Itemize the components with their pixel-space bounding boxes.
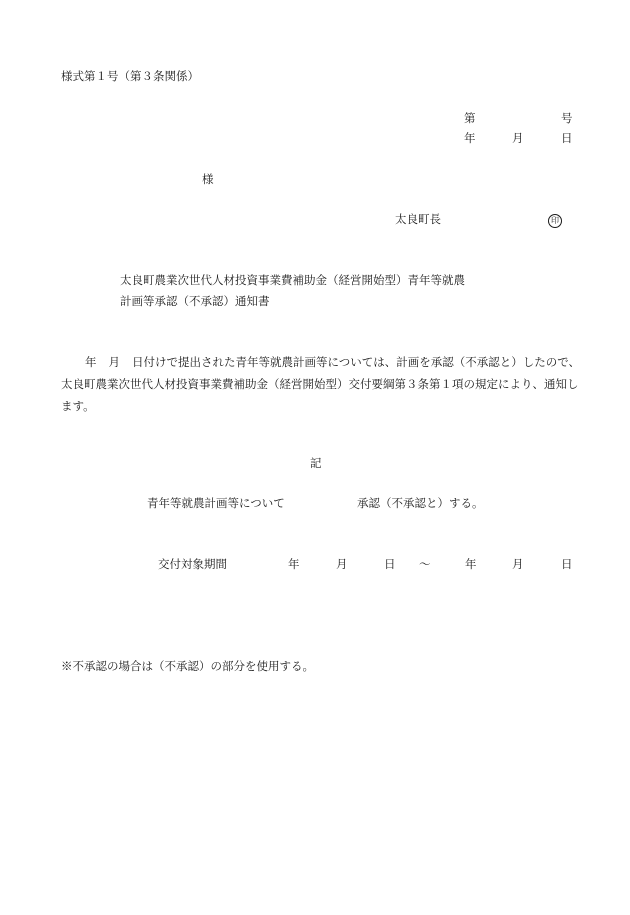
date-year: 年: [464, 131, 476, 145]
body-paragraph: [61, 351, 581, 417]
body-text: 日付けで提出された青年等就農計画等については、計画を承認（不承認と）したので、太良町農業次世代人材投資事業費補助金（経営開始型）交付要綱第３条第１項の規定により、通知します。: [61, 355, 581, 413]
form-number: 様式第１号（第３条関係）: [61, 69, 199, 83]
doc-number-dai: 第: [464, 111, 476, 125]
date-month: 月: [512, 131, 524, 145]
period-month-end: 月: [512, 557, 524, 571]
ki-heading: 記: [310, 456, 322, 470]
period-tilde: 〜: [419, 557, 431, 571]
date-day: 日: [561, 131, 573, 145]
period-day-start: 日: [384, 557, 396, 571]
period-day-end: 日: [561, 557, 573, 571]
approval-result: 承認（不承認と）する。: [357, 496, 484, 510]
period-year-end: 年: [465, 557, 477, 571]
period-month-start: 月: [336, 557, 348, 571]
period-label: 交付対象期間: [158, 557, 227, 571]
document-title-line1: 太良町農業次世代人材投資事業費補助金（経営開始型）青年等就農: [120, 273, 465, 287]
footnote: ※不承認の場合は（不承認）の部分を使用する。: [61, 659, 314, 673]
period-year-start: 年: [288, 557, 300, 571]
body-year: 年: [85, 355, 97, 369]
addressee-suffix: 様: [202, 172, 214, 186]
seal-mark: [548, 212, 562, 228]
doc-number-go: 号: [561, 111, 573, 125]
seal-icon: 印: [548, 214, 562, 228]
approval-label: 青年等就農計画等について: [147, 496, 285, 510]
body-month: 月: [108, 355, 120, 369]
sender-title: 太良町長: [395, 212, 441, 226]
document-title-line2: 計画等承認（不承認）通知書: [120, 294, 270, 308]
